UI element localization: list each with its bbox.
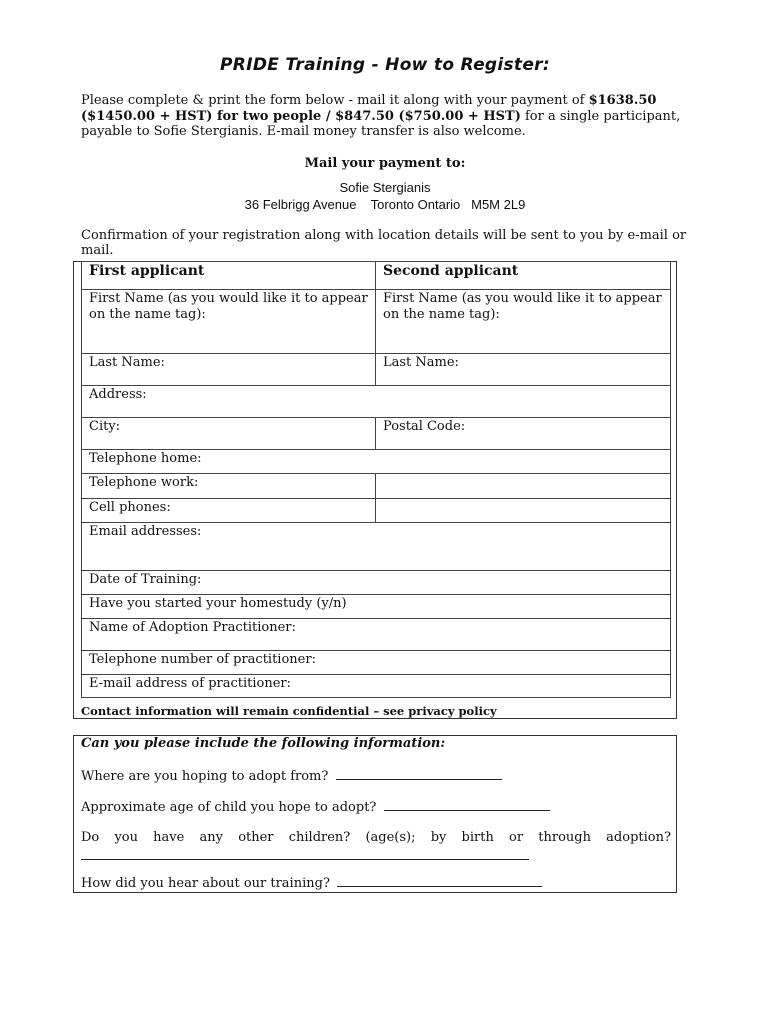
other-children-answer-line[interactable] [81,848,529,860]
telephone-home-row [82,449,670,473]
cell-phones-field-1[interactable]: Cell phones: [82,499,376,522]
first-name-field-2[interactable]: First Name (as you would like it to appear on the name tag): [383,291,662,322]
last-name-field-2[interactable]: Last Name: [383,355,459,370]
oc-word: adoption? [606,830,671,845]
other-children-answer [81,848,529,864]
city-field[interactable]: City: [82,418,376,449]
postal-code-field[interactable]: Postal Code: [383,419,466,434]
oc-word: or [509,830,524,845]
question-other-children [81,830,671,845]
telephone-work-row [82,473,670,498]
city-row [82,417,670,449]
price-two-people: $1638.50 ($1450.00 + HST) [81,93,657,124]
homestudy-field[interactable]: Have you started your homestudy (y/n) [89,596,347,611]
oc-word: other [238,830,274,845]
oc-word: have [153,830,185,845]
child-age-answer-line[interactable] [384,799,550,811]
price-single-participant: $847.50 ($750.00 + HST) [335,108,521,124]
first-name-row [82,289,670,353]
question-child-age [81,799,550,815]
practitioner-email-row [82,674,670,697]
email-row [82,522,670,570]
address-field[interactable]: Address: [89,387,147,402]
oc-word: you [114,830,138,845]
address-row [82,385,670,417]
oc-word: through [538,830,591,845]
mail-recipient: Sofie Stergianis [339,180,431,195]
heard-about-answer-line[interactable] [337,875,542,887]
oc-word: Do [81,830,100,845]
email-addresses-field[interactable]: Email addresses: [89,524,202,539]
oc-word: children? [288,830,351,845]
telephone-work-field-2[interactable] [376,474,670,498]
homestudy-row [82,594,670,618]
question-adopt-from [81,768,502,784]
first-applicant-header: First applicant [82,262,376,289]
practitioner-name-row [82,618,670,650]
mail-heading: Mail your payment to: [304,156,466,171]
mail-address: 36 Felbrigg Avenue Toronto Ontario M5M 2L9 [244,197,526,212]
telephone-work-field-1[interactable]: Telephone work: [82,474,376,498]
first-name-field-1[interactable]: First Name (as you would like it to appear on the name tag): [82,290,376,353]
oc-word: birth [461,830,494,845]
confidentiality-note: Contact information will remain confidential – see privacy policy [81,704,497,718]
oc-word: (age(s); [365,830,416,845]
telephone-home-field[interactable]: Telephone home: [89,451,202,466]
registration-form-table [81,261,671,698]
cell-phones-row [82,498,670,522]
date-of-training-field[interactable]: Date of Training: [89,572,202,587]
date-of-training-row [82,570,670,594]
second-applicant-header: Second applicant [383,263,519,279]
last-name-row [82,353,670,385]
intro-paragraph [81,93,693,140]
practitioner-name-field[interactable]: Name of Adoption Practitioner: [89,620,296,635]
question-adopt-from-label: Where are you hoping to adopt from? [81,769,329,784]
last-name-field-1[interactable]: Last Name: [82,354,376,385]
intro-text-2: for two people / [212,108,336,124]
page-title: PRIDE Training - How to Register: [220,55,550,75]
intro-text-1: Please complete & print the form below - mail it along with your payment of [81,93,589,108]
practitioner-phone-row [82,650,670,674]
questions-heading: Can you please include the following information: [81,736,446,751]
oc-word: any [199,830,223,845]
practitioner-email-field[interactable]: E-mail address of practitioner: [89,676,292,691]
cell-phones-field-2[interactable] [376,499,670,522]
question-child-age-label: Approximate age of child you hope to adopt? [81,800,377,815]
oc-word: by [430,830,447,845]
practitioner-phone-field[interactable]: Telephone number of practitioner: [89,652,316,667]
confirmation-text: Confirmation of your registration along with location details will be sent to you by e-mail or mail. [81,228,687,258]
adopt-from-answer-line[interactable] [336,768,502,780]
table-header-row [82,262,670,289]
intro-text-3: for a single participant, payable to Sofie Stergianis. E-mail money transfer is also welcome. [81,108,681,139]
question-heard-about-label: How did you hear about our training? [81,876,330,891]
question-heard-about [81,875,542,891]
